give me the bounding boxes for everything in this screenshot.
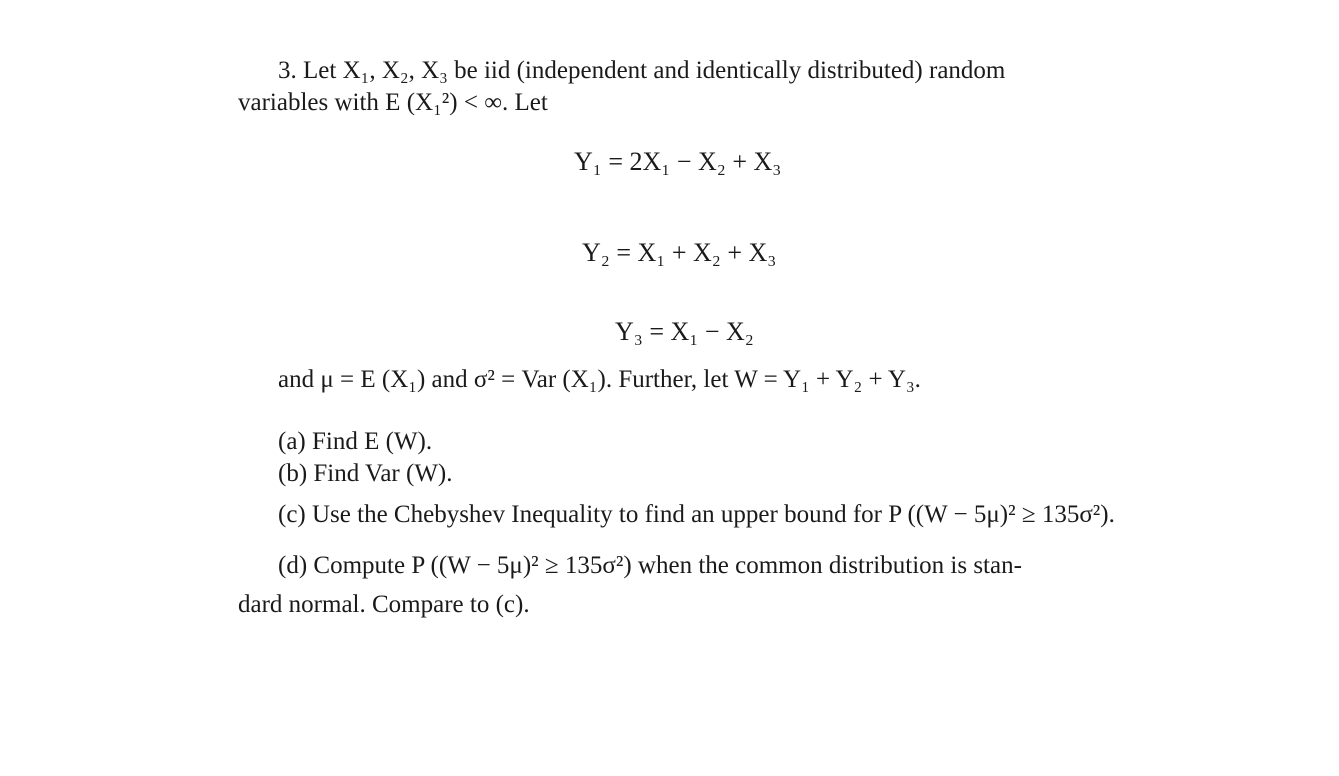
intro-line-1: 3. Let X₁, X₂, X₃ be iid (independent and identically distributed) random (278, 57, 1006, 84)
equation-y1: Y₁ = 2X₁ − X₂ + X₃ (574, 147, 782, 176)
part-b: (b) Find Var (W). (278, 460, 453, 487)
intro-line-2: variables with E (X₁²) < ∞. Let (238, 89, 548, 116)
definitions-line: and μ = E (X₁) and σ² = Var (X₁). Further, let W = Y₁ + Y₂ + Y₃. (278, 366, 921, 393)
equation-y3: Y₃ = X₁ − X₂ (615, 317, 754, 346)
part-c: (c) Use the Chebyshev Inequality to find an upper bound for P ((W − 5μ)² ≥ 135σ²). (278, 501, 1115, 528)
equation-y2: Y₂ = X₁ + X₂ + X₃ (582, 238, 777, 267)
part-d-line-1: (d) Compute P ((W − 5μ)² ≥ 135σ²) when the common distribution is stan- (278, 552, 1022, 579)
part-a: (a) Find E (W). (278, 428, 433, 455)
part-d-line-2: dard normal. Compare to (c). (238, 591, 530, 618)
